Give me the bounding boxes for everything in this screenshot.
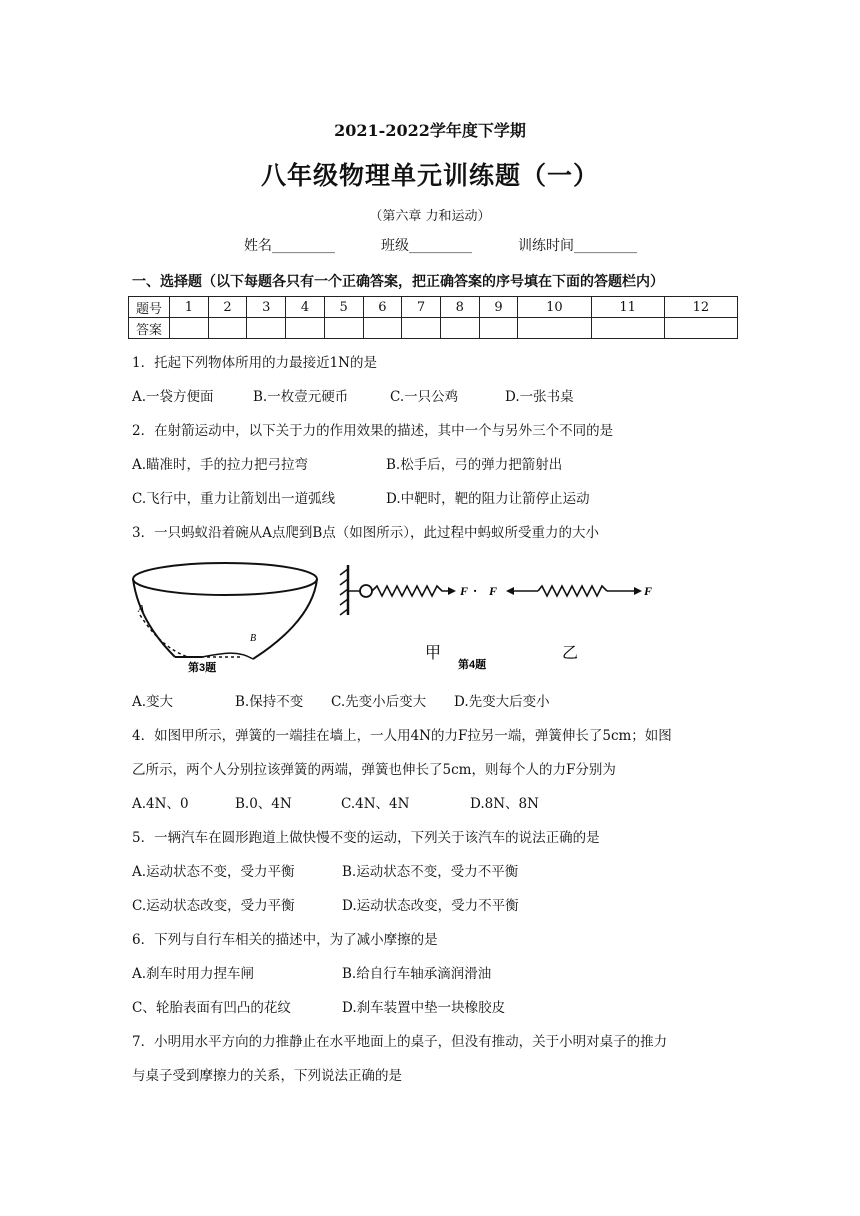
point-b-label: B xyxy=(250,633,257,644)
question-number-row xyxy=(129,297,738,318)
question-3-stem: 3．一只蚂蚁沿着碗从A点爬到B点（如图所示），此过程中蚂蚁所受重力的大小 xyxy=(132,525,600,541)
question-7-stem-line2: 与桌子受到摩擦力的关系，下列说法正确的是 xyxy=(132,1068,402,1084)
section-heading: 一、选择题（以下每题各只有一个正确答案，把正确答案的序号填在下面的答题栏内） xyxy=(132,274,664,290)
option-b: B.保持不变 xyxy=(235,694,304,710)
qnum-cell: 6 xyxy=(363,297,402,318)
answer-cell[interactable] xyxy=(664,318,737,339)
force-label-yi-left: F xyxy=(489,584,498,598)
answer-cell[interactable] xyxy=(324,318,363,339)
qnum-cell: 7 xyxy=(402,297,441,318)
class-field: 班级_________ xyxy=(381,238,472,254)
qnum-cell: 1 xyxy=(170,297,209,318)
option-c: C.先变小后变大 xyxy=(331,694,427,710)
question-1-options xyxy=(132,385,574,405)
time-field: 训练时间_________ xyxy=(518,238,637,254)
force-label-jia: F xyxy=(460,584,469,598)
qnum-cell: 4 xyxy=(286,297,325,318)
bowl-figure xyxy=(133,563,317,674)
figure-3-caption: 第3题 xyxy=(188,662,217,674)
question-4-stem-line1: 4．如图甲所示，弹簧的一端挂在墙上，一人用4N的力F拉另一端，弹簧伸长了5cm；如图 xyxy=(132,728,672,744)
question-7-stem-line1: 7．小明用水平方向的力推静止在水平地面上的桌子，但没有推动，关于小明对桌子的推力 xyxy=(132,1034,668,1050)
option-c: C.飞行中，重力让箭划出一道弧线 xyxy=(132,491,336,507)
option-b: B.一枚壹元硬币 xyxy=(253,389,349,405)
option-a: A.一袋方便面 xyxy=(132,389,214,405)
label-yi: 乙 xyxy=(562,643,579,662)
option-b: B.0、4N xyxy=(235,796,292,812)
answer-cell[interactable] xyxy=(440,318,479,339)
option-a: A.4N、0 xyxy=(132,796,189,812)
row-label: 答案 xyxy=(129,318,170,339)
option-d: D.运动状态改变，受力不平衡 xyxy=(342,898,519,914)
answer-cell[interactable] xyxy=(286,318,325,339)
label-jia: 甲 xyxy=(425,643,442,662)
option-c: C.运动状态改变，受力平衡 xyxy=(132,898,295,914)
answer-row xyxy=(129,318,738,339)
qnum-cell: 10 xyxy=(518,297,591,318)
qnum-cell: 5 xyxy=(324,297,363,318)
figures-3-4 xyxy=(128,555,668,685)
row-label: 题号 xyxy=(129,297,170,318)
answer-cell[interactable] xyxy=(170,318,209,339)
question-3-options xyxy=(132,690,550,710)
answer-cell[interactable] xyxy=(518,318,591,339)
question-6-options-row2 xyxy=(132,996,505,1016)
qnum-cell: 11 xyxy=(591,297,664,318)
answer-cell[interactable] xyxy=(591,318,664,339)
question-5-options-row2 xyxy=(132,894,519,914)
option-d: D.刹车装置中垫一块橡胶皮 xyxy=(342,1000,506,1016)
question-6-options-row1 xyxy=(132,962,491,982)
chapter-subtitle: （第六章 力和运动） xyxy=(369,209,491,224)
option-d: D.中靶时，靶的阻力让箭停止运动 xyxy=(386,491,590,507)
answer-cell[interactable] xyxy=(363,318,402,339)
spring-figure-yi xyxy=(488,584,652,662)
option-d: D.8N、8N xyxy=(470,796,539,812)
page-title: 八年级物理单元训练题（一） xyxy=(260,161,599,190)
spring-figure-jia xyxy=(340,565,477,662)
question-4-stem-line2: 乙所示，两个人分别拉该弹簧的两端，弹簧也伸长了5cm，则每个人的力F分别为 xyxy=(132,762,616,778)
option-a: A.变大 xyxy=(132,694,174,710)
option-b: B.运动状态不变，受力不平衡 xyxy=(342,864,519,880)
student-info xyxy=(244,235,637,255)
name-field: 姓名_________ xyxy=(244,238,335,254)
question-5-stem: 5．一辆汽车在圆形跑道上做快慢不变的运动，下列关于该汽车的说法正确的是 xyxy=(132,830,600,846)
option-a: A.刹车时用力捏车闸 xyxy=(132,966,255,982)
qnum-cell: 8 xyxy=(440,297,479,318)
question-6-stem: 6．下列与自行车相关的描述中，为了减小摩擦的是 xyxy=(132,932,438,948)
question-4-options xyxy=(132,792,539,812)
option-a: A.运动状态不变，受力平衡 xyxy=(132,864,295,880)
option-d: D.一张书桌 xyxy=(505,389,574,405)
option-c: C、轮胎表面有凹凸的花纹 xyxy=(132,1000,291,1016)
option-b: B.松手后，弓的弹力把箭射出 xyxy=(386,457,563,473)
school-year: 2021-2022学年度下学期 xyxy=(334,121,526,140)
option-c: C.4N、4N xyxy=(341,796,410,812)
question-2-options-row1 xyxy=(132,453,562,473)
answer-cell[interactable] xyxy=(479,318,518,339)
qnum-cell: 9 xyxy=(479,297,518,318)
answer-table xyxy=(128,296,738,339)
point-a-label: A xyxy=(138,604,145,615)
option-b: B.给自行车轴承滴润滑油 xyxy=(342,966,492,982)
force-label-yi-right: F xyxy=(644,584,653,598)
question-5-options-row1 xyxy=(132,860,518,880)
question-2-options-row2 xyxy=(132,487,590,507)
answer-cell[interactable] xyxy=(208,318,247,339)
qnum-cell: 12 xyxy=(664,297,737,318)
qnum-cell: 2 xyxy=(208,297,247,318)
svg-text:·: · xyxy=(473,584,478,598)
question-2-stem: 2．在射箭运动中，以下关于力的作用效果的描述，其中一个与另外三个不同的是 xyxy=(132,423,614,439)
question-1-stem: 1．托起下列物体所用的力最接近1N的是 xyxy=(132,355,377,371)
figure-4-caption: 第4题 xyxy=(458,659,487,671)
qnum-cell: 3 xyxy=(247,297,286,318)
option-a: A.瞄准时，手的拉力把弓拉弯 xyxy=(132,457,309,473)
answer-cell[interactable] xyxy=(402,318,441,339)
option-d: D.先变大后变小 xyxy=(454,694,550,710)
answer-cell[interactable] xyxy=(247,318,286,339)
option-c: C.一只公鸡 xyxy=(390,389,459,405)
